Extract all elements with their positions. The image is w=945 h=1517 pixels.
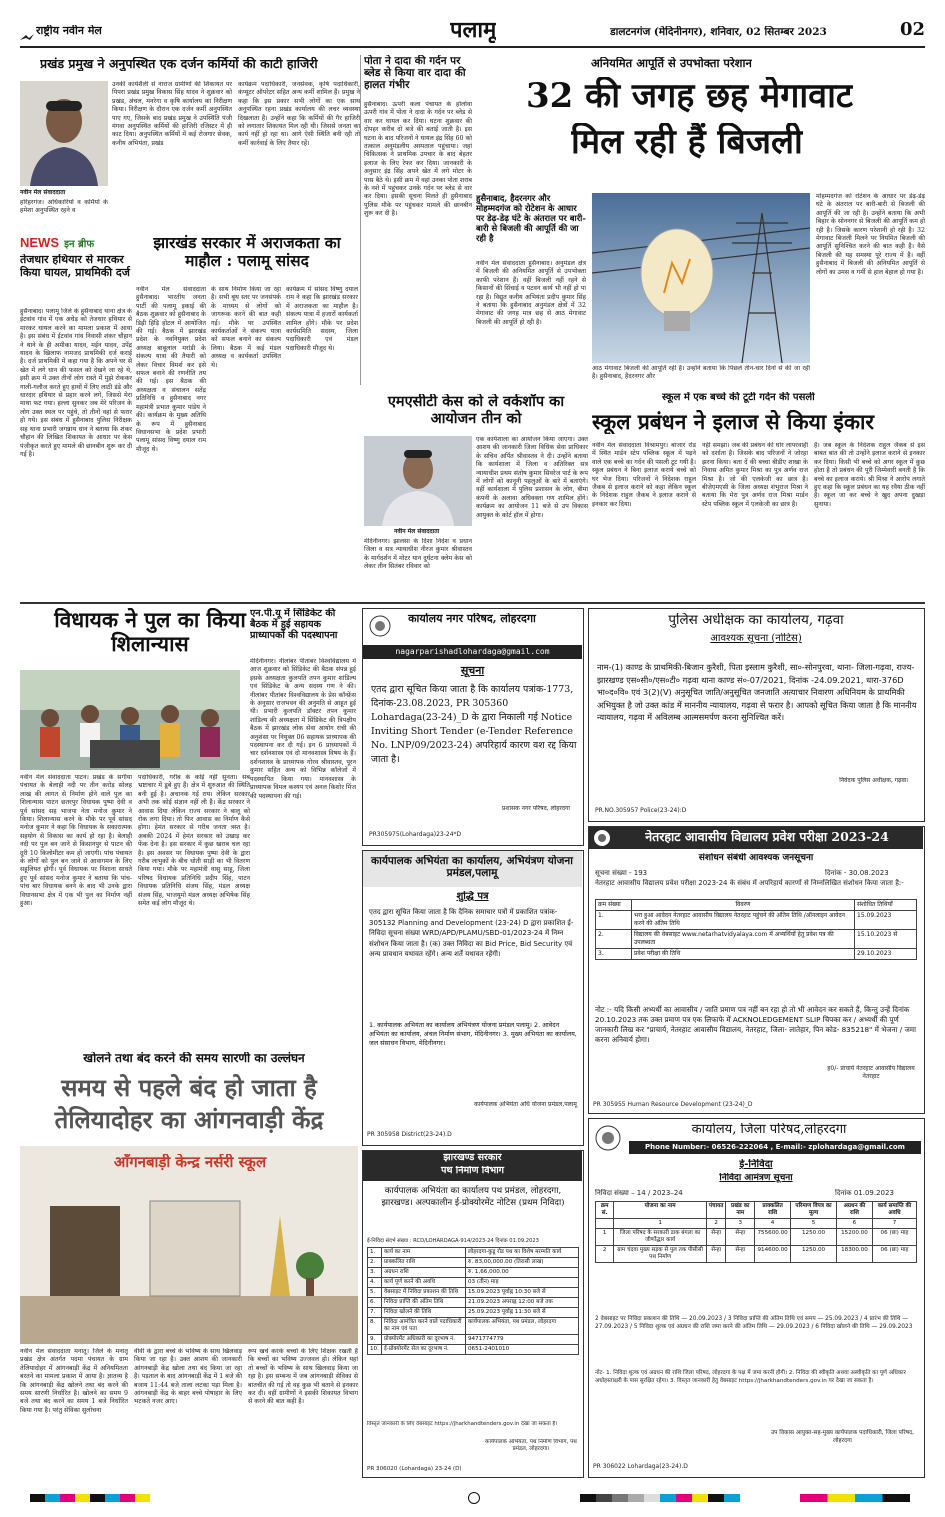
article-block-chief: [20, 55, 360, 230]
article-school: [592, 392, 925, 597]
table-header: क्रम संख्या: [596, 900, 632, 911]
masthead-rule: [20, 46, 925, 48]
article-mact-workshop: [364, 394, 588, 599]
table-cell: 9.: [368, 1335, 382, 1345]
table-cell: 03 (तीन) माह: [466, 1278, 579, 1288]
table-cell: जिला परिषद के सरकारी डाक बंगला का जीर्णोद्धार कार्य: [614, 1229, 706, 1246]
section-title: पलामू: [450, 18, 497, 43]
ad-subtitle: निविदा आमंत्रण सूचना: [719, 1173, 793, 1183]
ad-title: पुलिस अधीक्षक का कार्यालय, गढ़वा: [668, 613, 844, 628]
table-cell: 6: [836, 1219, 872, 1229]
body-text: नवीन मेल संवाददाता पाटन। प्रखंड के सगीया पंचायत के बेलाही नदी पर तीन करोड़ सोलह लाख की लागत से निर्माण होने वाले पुल का शिलान्यास पाटन छतरपुर विधायक पुष्पा देवी व पूर्व सांसद सह भाजपा नेता मनोज कुमार ने किया। शिलान्यास करने के मौके पर पूर्व सांसद मनोज कुमार ने कहा कि विधायक के सकारात्मक सहयोग से विकास का कार्य हो रहा है। बेलाही नदी पर पुल बन जाने से किसानपुर से पाटन की दूरी 10 किलोमीटर कम हो जाएगी। पांच पंचायत के लोगों को पुल बन जाने से आवागमन के लिए सहूलियत होगी। पूर्व विधायक पर निशाना साधते हुए पूर्व सांसद मनोज कुमार ने बताया कि पांच-पांच बार विधायक बनने के बाद भी उनके द्वारा विधानसभा क्षेत्र में एक भी पुल का निर्माण नहीं हुआ।: [20, 774, 132, 908]
table-cell: 06 (छः) माह: [872, 1229, 916, 1246]
table-cell: 1250.00: [791, 1229, 837, 1246]
table-cell: 8.: [368, 1318, 382, 1335]
page-number: 02: [900, 20, 926, 40]
table-cell: 15.10.2023 से: [855, 930, 917, 949]
photo-caption: नवीन मेल संवाददाता: [20, 189, 66, 196]
headline: तेलियादोहर का आंगनवाड़ी केंद्र: [54, 1106, 324, 1134]
ad-title: कार्यपालक अभियंता का कार्यालय, अभियंत्रण योजना प्रमंडल,पलामू: [371, 855, 573, 880]
body-text: एक कार्यशाला का आयोजन किया जाएगा। उक्त आशय की जानकारी जिला विधिक सेवा प्राधिकार के सचिव अर्पित श्रीवास्तव ने दी। उन्होंने बताया कि कार्यशाला में जिला व अतिरिक्त सत्र न्यायाधीश प्रथम संतोष कुमार सिवरेज पार्ट के रूप में लोगों को कानूनी पहलुओं के बारे में बताएंगे। वहीं कार्यशाला में पुलिस प्रशासन के लोग, बीमा कंपनी के अलावा अधिवक्ता गण शामिल होंगे। कार्यक्रम का आयोजन 11 बजे से उप विकास आयुक्त के कोर्ट हॉल में होगा।: [476, 436, 588, 519]
body-text: नवीन मेल संवाददाता मनातू। जिले के मनातू प्रखंड क्षेत्र अंतर्गत पदमा पंचायत के ग्राम तेलियादोहर में आंगनबाड़ी केंद्र में अनियमितता बरतने का मामला प्रकाश में आया है। ज्ञातव्य है कि आंगनबाड़ी केंद्र खोलने तथा बंद करने की समय सारणी निर्धारित है। खोलने का समय 9 बजे तथा बंद करने का समय 1 बजे निर्धारित किया गया है। परंतु सेविका सुलोचना: [20, 1348, 128, 1414]
article-anganwadi: [20, 1052, 358, 1480]
table-cell: 15.09.2023: [855, 911, 917, 930]
color-strip: [30, 1494, 150, 1502]
notice-date: दिनांक 01.09.2023: [835, 1189, 894, 1197]
table-cell: 29.10.2023: [855, 949, 917, 960]
ad-pr-number: PR 306022 Lohardaga(23-24).D: [593, 1463, 688, 1470]
body-text: है। जब स्कूल के निदेशक राहुल जैकब से इस बाबत बात की तो उन्होंने इलाज कराने से इनकार कर दिया। किसी भी बच्चे को अगर स्कूल में कुछ होता है तो प्रबंधन की पूरी जिम्मेवारी बनती है कि बच्चे का इलाज कराये। श्री मिश्रा ने आरोप लगाते हुए कहा कि स्कूल प्रबंधन का यह रवैया ठीक नहीं है। स्कूल जा कर बच्चे ने खुद अपना दुखड़ा सुनाया।: [814, 442, 925, 508]
ad-pr-number: PR 306020 (Lohardaga) 23-24 (D): [367, 1466, 462, 1472]
table-cell: 21.09.2023 अपराह्न 12:00 बजे तक: [466, 1298, 579, 1308]
ad-title: कार्यालय नगर परिषद, लोहरदगा: [408, 613, 536, 625]
table-header: क्रम सं.: [596, 1202, 614, 1219]
body-text: पदाधिकारी, गरीब के कोई नहीं सुनता। सब भ्रष्टाचार में डूबे हुए हैं। क्षेत्र में शुरुआत की स्थिति बनी हुई है। अचानक गई राय। लेकिन सरकार अभी तक कोई संज्ञान नहीं ली है। केंद्र सरकार ने आवास दिया लेकिन राज्य सरकार ने बालू को रोक लगा दिया। तो फिर आवास का निर्माण कैसे होगा। हेमंत सरकार से गरीब जनता त्रस्त है। अबकी 2024 में हेमंत सरकार को उखाड़ कर फेंक देना है। इस सरकार में कुछ खराब चल रहा है। इस अवसर पर विधायक पुष्पा देवी के द्वारा गरीब लाभुकों के बीच धोती साड़ी का भी वितरण किया गया। मौके पर महामंत्री वासु साहू, जिला परिषद विधायक प्रतिनिधि प्रदीप सिंह, पाटन विधायक प्रतिनिधि संजय सिंह, मंडल अध्यक्ष संजय सिंह, भाजयुमो मंडल अध्यक्ष अभिषेक सिंह समेत कई लोग मौजूद थे।: [138, 774, 250, 908]
foundation-photo: [20, 670, 240, 770]
table-header: परिमाण विपत्र का मूल्य: [791, 1202, 837, 1219]
table-row: [368, 1278, 579, 1288]
table-cell: प्राक्कलित राशि: [382, 1258, 466, 1268]
table-cell: 5.: [368, 1288, 382, 1298]
print-color-bar: [20, 1492, 925, 1504]
ad-sign: उप विकास आयुक्त-सह-मुख्य कार्यपालक पदाधिकारी, जिला परिषद, लोहरदगा: [771, 1430, 914, 1444]
subheadline: हुसैनाबाद, हैदरनगर और मोहम्मदगंज को रोटेशन के आधार पर डेढ़-डेढ़ घंटे के अंतराल पर बारी-बारी से बिजली की आपूर्ति की जा रही है: [476, 193, 586, 244]
ad-zila-parishad: [588, 1118, 925, 1478]
table-cell: 7.: [368, 1308, 382, 1318]
table-cell: 9471774779: [466, 1335, 579, 1345]
table-cell: 6.: [368, 1298, 382, 1308]
table-row: [368, 1248, 579, 1258]
table-cell: 2.: [596, 930, 632, 949]
table-cell: 06 (छः) माह: [872, 1246, 916, 1263]
ad-title: नेतरहाट आवासीय विद्यालय प्रवेश परीक्षा 2023-24: [645, 830, 889, 844]
ad-sign: प्रशासक नगर परिषद, लोहरदगा: [502, 805, 570, 812]
ad-footer: विस्तृत जानकारी के लिए वेबसाइट https://jharkhandtenders.gov.in देखा जा सकता है।: [367, 1421, 558, 1427]
table-cell: भरा हुआ आवेदन नेतरहाट आवासीय विद्यालय नेतरहाट पहुंचने की अंतिम तिथि /ऑनलाइन आवेदन करने की अंतिम तिथि: [632, 911, 855, 930]
table-cell: 1250.00: [791, 1246, 837, 1263]
portrait-photo: [20, 81, 108, 186]
table-cell: कार्य पूर्ण करने की अवधि: [382, 1278, 466, 1288]
ad-body: एतद द्वारा सूचित किया जाता है कि दैनिक समाचार पत्रों में प्रकाशित पत्रांक- 305132 Planning and Development (23-24) D द्वारा प्रकाशित ई-निविदा सूचना संख्या WRD/APD/PLAMU/SBD-01/2023-24 में निम्न संशोधन किया जाता है। (क) उक्त निविदा का Bid Price, Bid Security एवं अन्य प्रावधान यथावत रहेंगे। अन्य शर्तें यथावत रहेंगी।: [369, 908, 574, 958]
ad-pr-number: PR 305958 District(23-24).D: [367, 1131, 452, 1138]
table-row: [368, 1345, 579, 1355]
ad-list: 1. कार्यपालक अभियंता का कार्यालय अभियंत्रण योजना प्रमंडल पलामू। 2. आवेदन अभियंता का कार्यालय, अंचल निर्माण संभाग, मेदिनीनगर। 3. मुख्य अभियंता का कार्यालय, जल संसाधन विभाग, मेदिनीनगर।: [369, 1021, 577, 1047]
body-text: मेदिनीनगर। नीलांबर पीतांबर विश्वविद्यालय में आज शुक्रवार को सिंडिकेट की बैठक संपन्न हुई इसके अध्यक्षता कुलपति तपन कुमार शांडिल्य एवं सिंडिकेट के अन्य सदस्य गण ने की। नीलांबर पीतांबर विश्वविद्यालय के प्रेस कॉन्फ्रेंस के अनुसार राजभवन की अनुमति से आहूत हुई थी। प्रभारी कुलपति डॉक्टर तपन कुमार शांडिल्य की अध्यक्षता में सिंडिकेट की त्रिपक्षीय बैठक में झारखंड लोक सेवा आयोग रांची की अनुशंसा पर नियुक्त 06 सहायक प्राध्यापक की पदस्थापना कर दी गई। इन 6 प्राध्यापकों में चार दर्शनशास्त्र एवं दो मानवशास्त्र विषय के हैं। दर्शनशास्त्र के प्राध्यापक गोरव श्रीवास्तव, पूरन कुमार सहित अन्य को विभिन्न कॉलेजों में पदस्थापित किया गया। मानवशास्त्र के प्राध्यापक विमल कश्यप एवं अनल किशोर मिंज की पदस्थापना की गई।: [250, 658, 356, 800]
tender-note: नोट- 1. निविदा शुल्क एवं अग्रधन की राशि जिला परिषद, लोहरदगा के पक्ष में जमा करनी होगी। 2. निविदा की स्वीकृति अथवा अस्वीकृति का पूर्ण अधिकार अधोहस्ताक्षरी के पास सुरक्षित रहेगा। 3. विस्तृत जानकारी हेतु वेबसाइट https://jharkhandtenders.gov.in पर देखा जा सकता है।: [595, 1370, 906, 1384]
section-rule: [20, 602, 925, 604]
notice-table: [595, 899, 917, 960]
dateline: डालटनगंज (मेदिनीनगर), शनिवार, 02 सितम्बर 2023: [610, 26, 827, 38]
portrait-photo: [364, 436, 472, 526]
table-row: [596, 949, 917, 960]
ad-subtitle: ई-निविदा: [739, 1159, 773, 1170]
table-row: [368, 1298, 579, 1308]
tender-table: [367, 1247, 579, 1417]
table-cell: 4: [755, 1219, 791, 1229]
body-text: के साथ निर्माण किया जा रहा है। सभी बूथ स्तर पर जनसंपर्क के माध्यम से लोगों को जागरूक करने की बात कही गई। मौके पर उपस्थित कार्यकर्ताओं ने संकल्प यात्रा को सफल बनाने का संकल्प लिया। बैठक में कई मंडल अध्यक्ष व कार्यकर्ता उपस्थित थे।: [211, 286, 281, 369]
table-header: प्रखंड का नाम: [726, 1202, 755, 1219]
ad-subtitle: आवश्यक सूचना (नोटिस): [710, 633, 802, 644]
table-cell: 3.: [368, 1268, 382, 1278]
table-cell: लोहरदगा-कुडू रोड पथ का विशेष मरम्मति कार्य: [466, 1248, 579, 1258]
table-header-row: [596, 1219, 917, 1229]
table-cell: 10.: [368, 1345, 382, 1355]
table-cell: 1.: [368, 1248, 382, 1258]
table-cell: सेन्हा: [706, 1229, 726, 1246]
table-cell: 3.: [596, 949, 632, 960]
body-text: हुसैनाबाद। ऊपरी कला पंचायत के होलोवा ऊपरी गांव में पोता ने दादा के गर्दन पर ब्लेड से वार कर घायल कर दिया। घटना शुक्रवार की दोपहर करीब दो बजे की बताई जाती है। इस घटना के बाद परिजनों ने घायल इंद्र सिंह 60 को तत्काल अनुमंडलीय अस्पताल पहुंचाया। जहां चिकित्सक ने प्राथमिक उपचार के बाद बेहतर इलाज के लिए रेफर कर दिया। जानकारी के अनुसार इंद्र सिंह अपने खेत में लगे मोटर के पास बैठे थे। इसी क्रम में वहां उनका पोता शराब के नशे में पहुंचकर उनके गर्दन पर ब्लेड से वार कर दिया। इसकी सूचना मिलते ही हुसैनाबाद पुलिस मौके पर पहुंचकर मामले की छानबीन शुरू कर दी है।: [364, 101, 472, 218]
body-text: कार्यक्रम में सांसद विष्णु दयाल राम ने कहा कि झारखंड सरकार में अराजकता का माहौल है। संकल्प यात्रा में हजारों कार्यकर्ता शामिल होंगे। मौके पर प्रदेश कार्यसमिति सदस्य, जिला पदाधिकारी एवं मंडल पदाधिकारी मौजूद थे।: [286, 286, 358, 352]
table-cell: कार्यपालक अभियंता, पथ प्रमंडल, लोहरदगा: [466, 1318, 579, 1335]
photo-sign-text: आँगनबाड़ी केन्द्र नर्सरी स्कूल: [113, 1154, 267, 1171]
ad-sign: ह0/- प्राचार्य नेतरहाट आवासीय विद्यालय नेतरहाट: [827, 1065, 915, 1080]
ad-subtitle: संशोधन संबंधी आवश्यक जनसूचना: [698, 853, 814, 863]
table-cell: 2: [706, 1219, 726, 1229]
tender-dates: 2 वेबसाइट पर निविदा प्रकाशन की तिथि — 20.09.2023 / 3 निविदा प्राप्ति की अंतिम तिथि एवं समय — 25.09.2023 / 4 प्रारंभ की तिथि — 27.09.2023 / 5 निविदा शुल्क एवं अग्रधन की राशि जमा करने की अंतिम तिथि — 29.09.2023 / 6 निविदा खोलने की तिथि — 29.09.2023: [595, 1316, 913, 1331]
body-text: नवीन मेल संवाददाता हुसैनाबाद। भारतीय जनता पार्टी की पलामू इकाई की बैठक शुक्रवार को हुसैनाबाद के डिह्री हिड़ि होटल में आयोजित की गई। बैठक में झारखंड प्रदेश के नवनियुक्त प्रदेश अध्यक्ष बाबूलाल मरांडी के संकल्प यात्रा की तैयारी को लेकर विचार विमर्श कर इसे सफल बनाने की रणनीति तय की गई। इस बैठक की अध्यक्षता व संचालन सतेंद्र प्रतिनिधि व हुसैनाबाद नगर महामंत्री प्रभात कुमार पांडेय ने की। कार्यक्रम के मुख्य अतिथि के रूप में हुसैनाबाद विधानसभा के प्रदेश प्रभारी पलामू सांसद विष्णु दयाल राम मौजूद थे।: [136, 286, 206, 453]
table-cell: अग्रधन राशि: [382, 1268, 466, 1278]
article-electricity: [476, 55, 925, 390]
table-cell: वेबसाइट में निविदा प्रकाशन की तिथि: [382, 1288, 466, 1298]
anganwadi-photo: [20, 1146, 358, 1344]
table-cell: 1: [596, 1229, 614, 1246]
ad-body: नाम-(1) काण्ड के प्राथमिकी-बिजान कुरैशी, पिता इस्लाम कुरैशी, सा०-सोनपुरवा, थाना- जिला-गढ़वा, राज्य-झारखण्ड एस०सी०/एस०टी० गढ़वा थाना काण्ड सं०-07/2021, दिनांक -24.09.2021, धारा-376D भा०द०वि० एवं 3(2)(V) अनुसूचित जाति/अनुसूचित जनजाति अत्याचार निवारण अधिनियम के प्राथमिकी अभियुक्त है जो उक्त कांड में माननीय न्यायालय, गढ़वा से फरार है। आपको सूचित किया जाता है कि माननीय न्यायालय, गढ़वा में अविलम्ब आत्मसमर्पण करना सुनिश्चित करें।: [597, 662, 917, 722]
headline: विधायक ने पुल का किया शिलान्यास: [54, 608, 246, 657]
headline: झारखंड सरकार में अराजकता का माहौल : पलामू सांसद: [153, 234, 341, 270]
ad-title: पथ निर्माण विभाग: [440, 1166, 505, 1176]
table-header: योजना का नाम: [614, 1202, 706, 1219]
headline: 32 की जगह छह मेगावाट: [526, 77, 854, 116]
table-cell: सेन्हा: [726, 1229, 755, 1246]
table-cell: 914600.00: [755, 1246, 791, 1263]
ad-pr-number: PR305975(Lohardaga)23-24*D: [369, 831, 462, 838]
ad-pr-number: PR 305955 Human Resource Development (23-24)_D: [593, 1101, 753, 1108]
paper-name: राष्ट्रीय नवीन मेल: [36, 25, 102, 37]
headline: एमएसीटी केस को ले वर्कशॉप का आयोजन तीन को: [387, 394, 565, 427]
ad-contact: Phone Number:- 06526-222064 , E-mail:- zplohardaga@gmail.com: [629, 1141, 921, 1154]
table-cell: प्रोक्योरमेंट अधिकारी का दूरभाष नं.: [382, 1335, 466, 1345]
ad-corrigendum-palamu: [362, 850, 584, 1146]
table-header: प्राक्कलित राशि: [755, 1202, 791, 1219]
ad-pr-number: PR.NO.305957 Police(23-24):D: [595, 807, 687, 814]
kicker: स्कूल में एक बच्चे की टूटी गर्दन की पसली: [662, 392, 815, 403]
table-cell: 2: [596, 1246, 614, 1263]
article-npu-syndicate: [250, 608, 356, 1048]
brief-label: [20, 232, 132, 250]
table-row: [596, 930, 917, 949]
body-text: वीवी के द्वारा बच्चे के भविष्य के साथ खिलवाड़ किया जा रहा है। उक्त आशय की जानकारी आंगनबाड़ी केंद्र खोला तथा बंद किया जा रहा है। पड़ताल के बाद आंगनबाड़ी केंद्र में 1 बजे की बजाय 11:44 बजे ताला लटका पड़ा मिला है। आंगनबाड़ी केंद्र के बाहर बच्चे पोषाहार के लिए भटकते नजर आए।: [134, 1348, 242, 1406]
table-cell: सेन्हा: [706, 1246, 726, 1263]
table-cell: सेन्हा: [726, 1246, 755, 1263]
table-cell: रु. 1,66,000.00: [466, 1268, 579, 1278]
ad-police-garhwa: [588, 608, 925, 822]
table-header: अग्रधन की राशि: [836, 1202, 872, 1219]
emblem-icon: [593, 829, 611, 847]
registration-mark-icon: [468, 1492, 480, 1504]
emblem-icon: [595, 1125, 621, 1151]
ad-road-construction: [362, 1150, 584, 1478]
ad-netarhat-exam: [588, 826, 925, 1114]
body-text: हरिहरगंज। अधिकारियों व कर्मियों के हमेशा अनुपस्थित रहने व: [20, 199, 108, 215]
table-cell: निविदा आमंत्रित करने वाले पदाधिकारी का नाम एवं पता: [382, 1318, 466, 1335]
table-header-row: [596, 1202, 917, 1219]
table-cell: 5: [791, 1219, 837, 1229]
table-cell: 25.09.2023 पूर्वाह्न 11:30 बजे से: [466, 1308, 579, 1318]
body-text: नवीन मेल संवाददाता विश्रामपुर। बाजार रोड में स्थित मार्डन स्टेप पब्लिक स्कूल में पढ़ने वाले एक बच्चे का गर्दन की पसली टूट गयी है। स्कूल प्रबंधन ने बिना इलाज कराये बच्चे को घर भेज दिया। परिजनों ने निदेशक राहुल जैकब से इलाज कराने को कहा लेकिन स्कूल के निदेशक राहुल जैकब ने इलाज कराने से इनकार कर दिया।: [592, 442, 696, 508]
ad-sign: निवेदक पुलिस अधीक्षक, गढ़वा।: [839, 777, 909, 784]
table-cell: [596, 1219, 614, 1229]
article-anarchy: [136, 232, 358, 600]
body-text: उनकी कार्यशैली से नाराज ग्रामीणों की शिकायत पर पिपरा प्रखंड प्रमुख विकास सिंह यादव ने शुक्रवार को प्रखंड, अंचल, मनरेगा व कृषि कार्यालय का निरीक्षण किया। निरीक्षण के दौरान एक दर्जन कर्मी अनुपस्थित पाए गए, जिसके बाद प्रखंड प्रमुख ने उपस्थिति पंजी मंगवा अनुपस्थित कर्मियों की हाजिरी रजिस्टर में ही काट दिया। अनुपस्थित कर्मियों में कई रोजगार सेवक, कनीय अभियंता, प्रखंड: [112, 81, 232, 147]
article-bridge: [20, 608, 268, 1048]
headline: एन.पी.यू में सिंडिकेट की बैठक में हुई सहायक प्राध्यापकों की पदस्थापना: [250, 608, 338, 642]
ad-subtitle: सूचना: [460, 665, 485, 677]
headline: प्रखंड प्रमुख ने अनुपस्थित एक दर्जन कर्मियों की काटी हाजिरी: [40, 57, 318, 71]
table-cell: 18300.00: [836, 1246, 872, 1263]
ad-reference: ई-निविदा संदर्भ संख्या : RCD/LOHARDAGA-914/2023-24 दिनांक 01.09.2023: [367, 1238, 539, 1244]
kicker: खोलने तथा बंद करने की समय सारणी का उल्लंघन: [83, 1052, 305, 1065]
color-strip: [800, 1494, 910, 1502]
body-text: हुसैनाबाद। पलामू जिले के हुसैनाबाद थाना क्षेत्र के ईटवांव गांव में एक अधेड़ को तेजधार हथियार से मारकर घायल करने का मामला प्रकाश में आया है। इस संबंध में ईटवांव गांव निवासी शंकर चौहान ने थाने के ही अमीका यादव, मईन यादव, उपेंद्र यादव के खिलाफ नामजद प्राथमिकी दर्ज कराई है। दर्ज प्राथमिकी में कहा गया है कि अपने घर से खेत में लगे धान की फसल को देखने जा रहे थे, इसी क्रम में उक्त तीनों लोग रास्ते में मुझे रोककर गाली-गलौज करते हुए हाथों में लिए लाठी डंडे और धारदार हथियार से प्रहार करने लगे, जिससे मेरा माथा फट गया। हल्ला सुनकर जब मेरे परिजन के लोग उक्त स्थल पर पहुंचे, तो तीनों वहां से फरार हो गये। इस संबंध में हुसैनाबाद पुलिस निरीक्षक सह थाना प्रभारी जगन्नाथ धान ने बताया कि शंकर चौहान की लिखित शिकायत के आधार पर केस पंजीकृत करते हुए मामले की छानबीन शुरू कर दी गई है।: [20, 308, 132, 458]
table-header: संशोधित तिथियाँ: [855, 900, 917, 911]
photo-caption: नवीन मेल संवाददाता: [394, 528, 440, 535]
table-cell: 3: [726, 1219, 755, 1229]
power-tower-photo: [592, 193, 810, 363]
headline: पोता ने दादा की गर्दन पर ब्लेड से किया वार दादा की हालत गंभीर: [364, 55, 466, 92]
kicker: अनियमित आपूर्ति से उपभोक्ता परेशान: [591, 57, 752, 70]
table-row: [368, 1335, 579, 1345]
table-cell: विद्यालय की वेबसाइट www.netarhatvidyalaya.com में अभ्यर्थियों हेतु प्रवेश पत्र की उपलब्धता: [632, 930, 855, 949]
table-cell: ई-प्रोक्योरमेंट सेल का दूरभाष नं.: [382, 1345, 466, 1355]
table-row: [368, 1288, 579, 1298]
table-cell: 0651-2401010: [466, 1345, 579, 1355]
notice-date: दिनांक - 30.08.2023: [825, 869, 889, 877]
ad-sign: कार्यपालक अभियंता, पथ निर्माण विभाग, पथ प्रमंडल, लोहरदगा।: [485, 1439, 577, 1452]
ad-title: कार्यालय, जिला परिषद,लोहरदगा: [691, 1123, 847, 1137]
table-row: [368, 1268, 579, 1278]
color-strip: [580, 1494, 740, 1502]
notice-intro: नेतरहाट आवासीय विद्यालय प्रवेश परीक्षा 2023-24 के संबंध में अपरिहार्य कारणों से निम्नलिखित संशोधन किया जाता है:-: [595, 879, 904, 887]
news-label: NEWS: [20, 235, 59, 250]
brief-label2: इन ब्रीफ: [64, 239, 95, 250]
body-text: नहीं समझा। जब की प्रबंधन की घोर लापरवाही को दर्शाता है। जिसके बाद परिजनों ने जोरहा झरना किया। बता दें की बच्चा बीडीए शाखा के निवास अमित कुमार मिश्रा का पुत्र अर्णव राज मिश्रा है। जो की एलकेजी का छात्र है। बीजेएमएसी के जिला अध्यक्ष शंभुराज मिश्रा ने बताया कि मेरा पुत्र अर्णव राज मिश्रा मार्डन स्टेप पब्लिक स्कूल में एलकेजी का छात्र है।: [702, 442, 808, 508]
table-cell: 4.: [368, 1278, 382, 1288]
table-cell: ग्राम चंदवा मुख्य सड़क से पुल तक पीसीसी पथ निर्माण: [614, 1246, 706, 1263]
article-grandson-attack: [364, 55, 472, 390]
headline: मिल रही हैं बिजली: [571, 123, 803, 162]
notice-number: निविदा संख्या – 14 / 2023–24: [595, 1189, 683, 1197]
body-text: कार्यक्रम पदाधिकारी, जनसेवक, कृषि पदाधिकारी, कंप्यूटर ऑपरेटर सहित अन्य कर्मी शामिल हैं। प्रमुख ने कहा कि इस प्रकार सभी लोगों का एक साथ अनुपस्थित रहना प्रखंड कार्यालय की लचर व्यवस्था दिखलाता है। उन्होंने कहा कि कर्मियों की गैर हाजिरी को लगातार शिकायत मिल रही थी। जिससे जनता का कार्य नहीं हो रहा था। आगे ऐसी स्थिति बनी रही तो कर्मी कार्रवाई के लिए तैयार रहें।: [238, 81, 360, 147]
table-row: [596, 1246, 917, 1263]
table-cell: 1.: [596, 911, 632, 930]
table-cell: प्रवेश परीक्षा की तिथि: [632, 949, 855, 960]
table-cell: 7: [872, 1219, 916, 1229]
bird-logo-icon: [20, 27, 34, 35]
table-header: कार्य समाप्ति की अवधि: [872, 1202, 916, 1219]
column-divider: [360, 55, 361, 385]
table-header: विवरण: [632, 900, 855, 911]
ad-email: nagarparishadlohardaga@gmail.com: [363, 645, 582, 659]
body-text: नवीन मेल संवाददाता हुसैनाबाद। अनुमंडल क्षेत्र में बिजली की अनियमित आपूर्ति से उपभोक्ता काफी परेशान हैं। वहीं बिजली नहीं रहने से किसानों की सिंचाई व पटवन कार्य भी नहीं हो पा रहा है। विद्युत कनीय अभियंता प्रदीप कुमार सिंह ने बताया कि हुसैनाबाद अनुमंडल क्षेत्रों में 32 मेगावाट की जगह मात्र छह से आठ मेगावाट बिजली की आपूर्ति हो रही है।: [476, 260, 586, 326]
table-row: [368, 1258, 579, 1268]
body-text: रूप खर्च करके बच्चों के लिए शिक्षक रखती हैं कि बच्चों का भविष्य उज्जवल हो। लेकिन यहां तो बच्चों के भविष्य के साथ खिलवाड़ किया जा रहा है। इस सम्बन्ध में जब आंगनबाड़ी सेविका से बातचीत की गई तो वह कुछ भी बताने से इनकार कर दी। वहीं ग्रामीणों ने इसकी शिकायत विभाग से करने की बात कही है।: [248, 1348, 358, 1406]
table-cell: निविदा खोलने की तिथि: [382, 1308, 466, 1318]
masthead: [20, 18, 925, 46]
table-row: [596, 911, 917, 930]
headline: तेजधार हथियार से मारकर किया घायल, प्राथमिकी दर्ज: [20, 254, 130, 279]
notice-note: नोट :- यदि किसी अभ्यर्थी का आवासीय / जाति प्रमाण पत्र नहीं बन रहा हो तो भी आवेदन कर सकते हैं, किन्तु उन्हें दिनांक 20.10.2023 तक उक्त प्रमाण पत्र एक लिफाफे में ACKNOLEDGEMENT SLIP चिपका कर / अभ्यर्थी की पूर्ण जानकारी लिख कर "प्राचार्य, नेतरहाट आवासीय विद्यालय, नेतरहाट, जिला- लातेहार, पिन कोड- 835218" में भेजना / जमा करना अनिवार्य होगा।: [595, 1005, 916, 1044]
headline: स्कूल प्रबंधन ने इलाज से किया इंकार: [592, 410, 874, 434]
emblem-icon: [369, 615, 391, 637]
tender-table: [595, 1201, 917, 1313]
notice-number: सूचना संख्या - 193: [595, 869, 648, 877]
table-row: [368, 1308, 579, 1318]
ad-nagar-parishad: [362, 608, 584, 846]
table-cell: 755600.00: [755, 1229, 791, 1246]
table-row: [596, 1229, 917, 1246]
ad-sign: कार्यपालक अभियंता अधि योजना प्रमंडल,पलामू: [474, 1101, 577, 1108]
ad-title: झारखण्ड सरकार: [443, 1153, 502, 1163]
table-cell: कार्य का नाम: [382, 1248, 466, 1258]
body-text: मोहम्मदगंज को रोटेशन के आधार पर डेढ़-डेढ़ घंटे के अंतराल पर बारी-बारी से बिजली की आपूर्ति की जा रही है। उन्होंने बताया कि अभी बिहार के सोननगर से बिजली की आपूर्ति कम हो रही है। जिसके कारण परेशानी हो रही है। 32 मेगावाट बिजली मिलने पर नियमित बिजली की आपूर्ति सुनिश्चित करने की बात कही है। वैसे बिजली की यह समस्या पूरे राज्य में है। वहीं हुसैनाबाद में बिजली की अनियमित आपूर्ति से लोगों का उमस व गर्मी से हाल बेहाल हो गया है।: [816, 193, 925, 276]
table-cell: 15200.00: [836, 1229, 872, 1246]
table-row: [368, 1318, 579, 1335]
news-in-brief: [20, 232, 132, 600]
photo-caption: आठ मेगावाट बिजली की आपूर्ति रही है। उन्होंने बताया कि पिछले तीन-चार दिनों से की जा रही है। हुसैनाबाद, हैदरनगर और: [592, 365, 810, 381]
table-cell: 15.09.2023 पूर्वाह्न 10:30 बजे से: [466, 1288, 579, 1298]
body-text: मेदिनीनगर। झालसा के दिशा निर्देश व प्रधान जिला व सत्र न्यायाधीश नीरज कुमार श्रीवास्तव के मार्गदर्शन में मोटर यान दुर्घटना क्लेम केस को लेकर तीन सितंबर रविवार को: [364, 538, 472, 571]
table-cell: 1: [614, 1219, 706, 1229]
ad-body: एतद द्वारा सूचित किया जाता है कि कार्यालय पत्रांक-1773, दिनांक-23.08.2023, PR 305360 Lohardaga(23-24)_D के द्वारा निकाली गई Notice Inviting Short Tender (e-Tender Reference No. LNP/09/2023-24) अपरिहार्य कारण वश रद्द किया जाता है।: [371, 684, 577, 765]
ad-office: कार्यपालक अभियंता का कार्यालय पथ प्रमंडल, लोहरदगा, झारखण्ड। अल्पकालीन ई-प्रोक्योरमेंट नोटिस (प्रथम निविदा): [381, 1186, 565, 1208]
table-cell: 2.: [368, 1258, 382, 1268]
table-header: पंचायत: [706, 1202, 726, 1219]
table-cell: निविदा प्राप्ति की अंतिम तिथि: [382, 1298, 466, 1308]
ad-subtitle: शुद्धि पत्र: [456, 891, 489, 902]
table-cell: रु. 83,00,000.00 (तिरासी लाख): [466, 1258, 579, 1268]
headline: समय से पहले बंद हो जाता है: [61, 1074, 317, 1102]
